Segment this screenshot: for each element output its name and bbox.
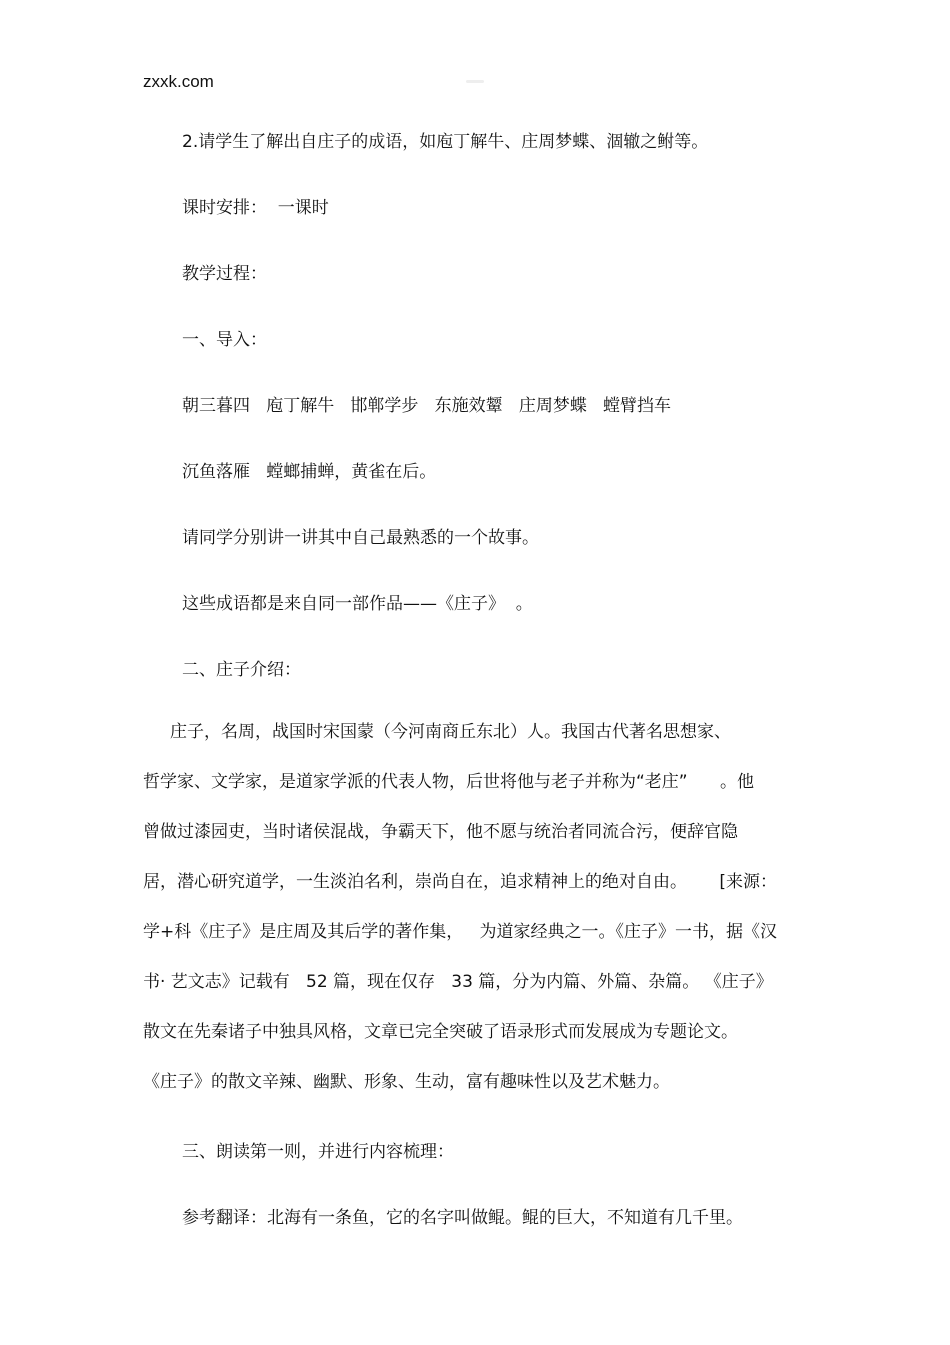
paragraph-line: 居，潜心研究道学，一生淡泊名利，崇尚自在，追求精神上的绝对自由。 [来源： [143, 872, 778, 892]
text-line-process: 教学过程： [182, 264, 267, 284]
site-header: zxxk.com [143, 72, 214, 91]
paragraph-line: 庄子，名周，战国时宋国蒙（今河南商丘东北）人。我国古代著名思想家、 [143, 722, 732, 742]
zhuangzi-introduction-paragraph [143, 721, 813, 1121]
text-line-goal: 2.请学生了解出自庄子的成语，如庖丁解牛、庄周梦蝶、涸辙之鲋等。 [182, 132, 709, 152]
text-line-translation: 参考翻译：北海有一条鱼，它的名字叫做鲲。鲲的巨大，不知道有几千里。 [182, 1208, 743, 1228]
paragraph-line: 《庄子》的散文辛辣、幽默、形象、生动，富有趣味性以及艺术魅力。 [143, 1072, 670, 1092]
text-line-schedule: 课时安排： 一课时 [182, 198, 329, 218]
paragraph-line: 书· 艺文志》记载有 52 篇，现在仅存 33 篇，分为内篇、外篇、杂篇。 《庄子》 [143, 972, 773, 992]
section-heading-reading: 三、朗读第一则，并进行内容梳理： [182, 1142, 454, 1162]
section-heading-intro: 一、导入： [182, 330, 267, 350]
text-line-source: 这些成语都是来自同一部作品——《庄子》 。 [182, 594, 533, 614]
paragraph-line: 曾做过漆园吏，当时诸侯混战，争霸天下，他不愿与统治者同流合污，便辞官隐 [143, 822, 738, 842]
paragraph-line: 哲学家、文学家，是道家学派的代表人物，后世将他与老子并称为“老庄” 。他 [143, 772, 755, 792]
paragraph-line: 散文在先秦诸子中独具风格，文章已完全突破了语录形式而发展成为专题论文。 [143, 1022, 738, 1042]
text-line-story: 请同学分别讲一讲其中自己最熟悉的一个故事。 [182, 528, 539, 548]
paragraph-line: 学+科《庄子》是庄周及其后学的著作集， 为道家经典之一。《庄子》一书，据《汉 [143, 922, 777, 942]
idiom-list-line-2: 沉鱼落雁 螳螂捕蝉，黄雀在后。 [182, 462, 437, 482]
idiom-list-line-1: 朝三暮四 庖丁解牛 邯郸学步 东施效颦 庄周梦蝶 螳臂挡车 [182, 396, 672, 416]
watermark-mark [466, 80, 484, 83]
section-heading-zhuangzi: 二、庄子介绍： [182, 660, 301, 680]
